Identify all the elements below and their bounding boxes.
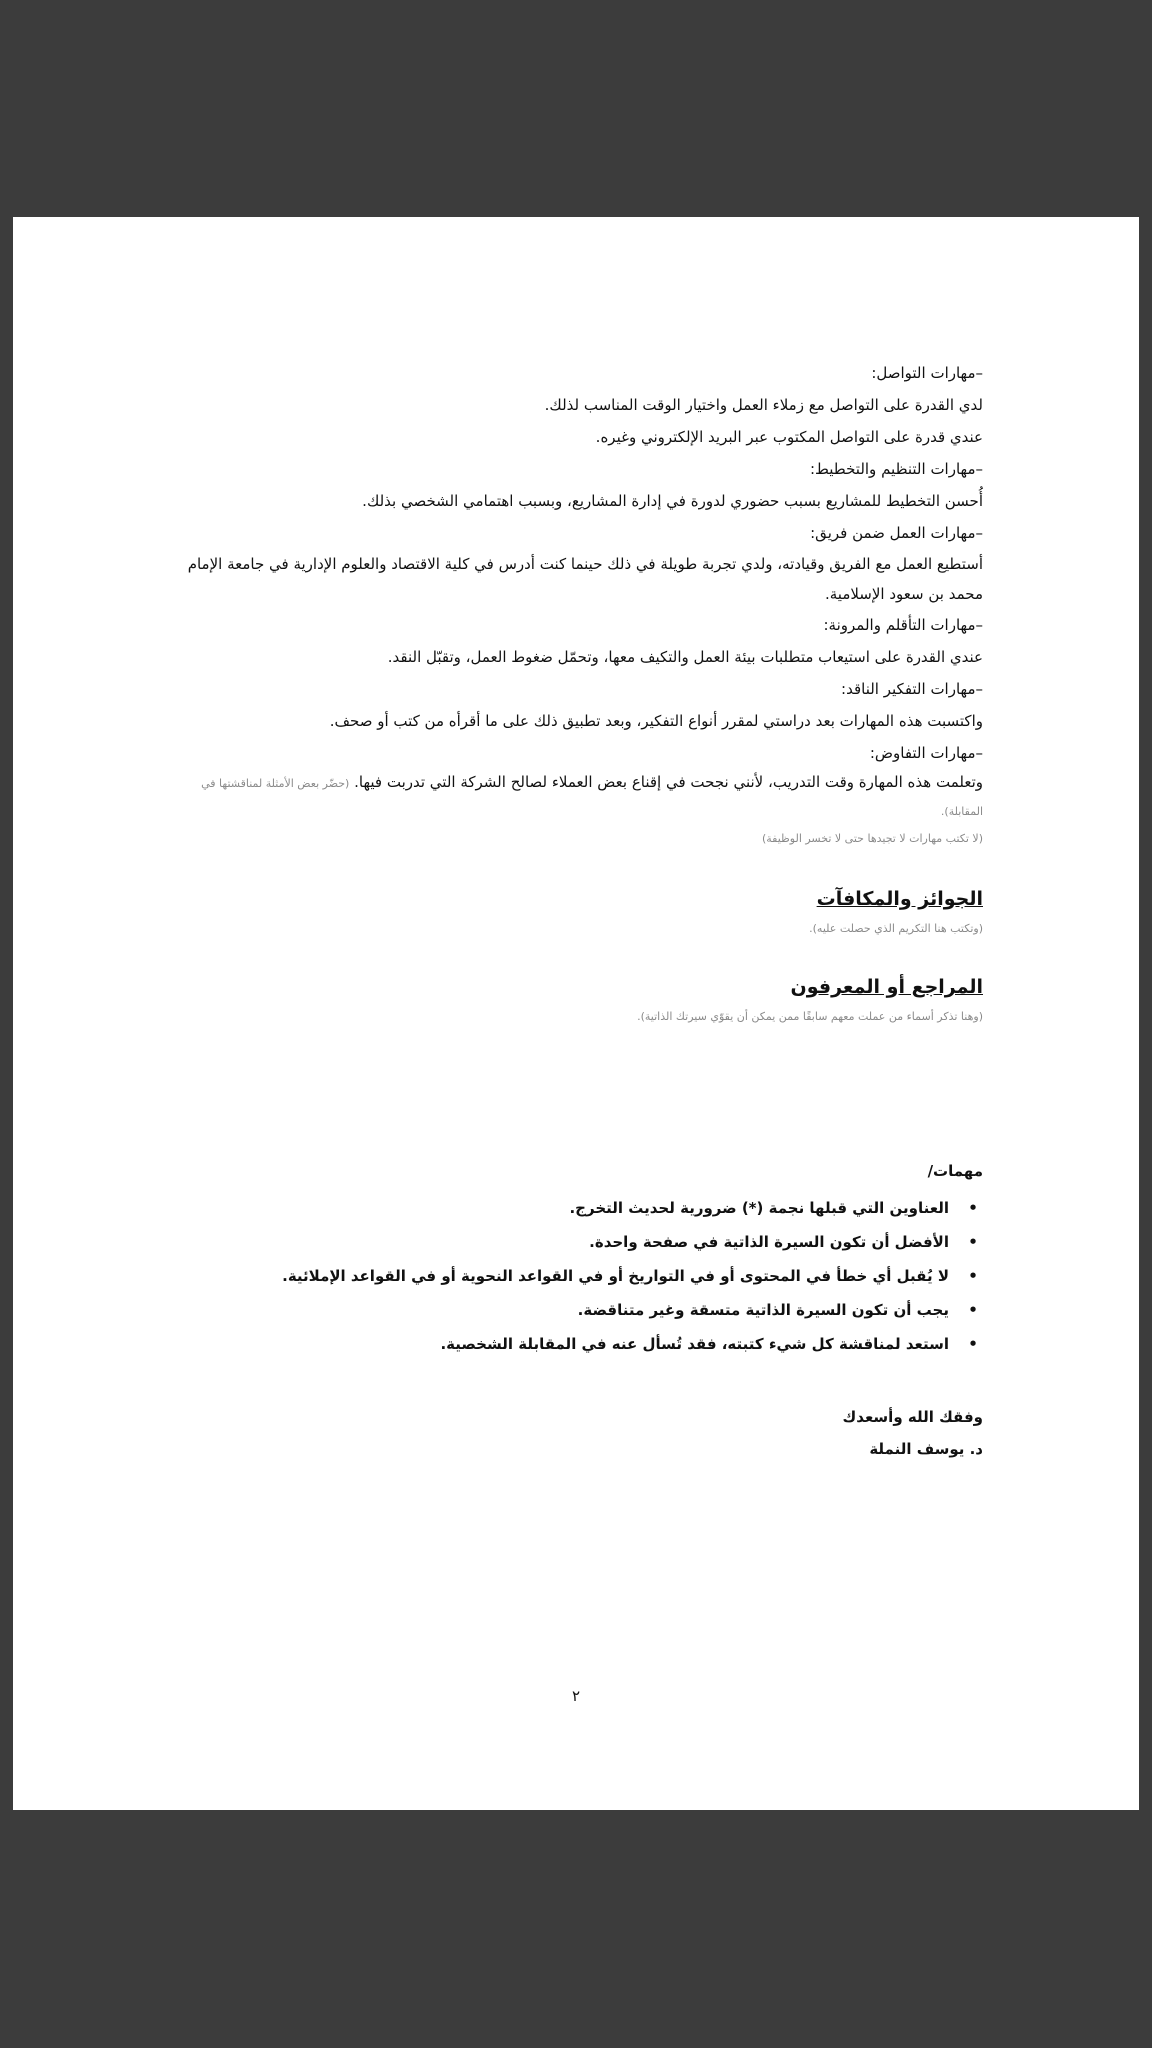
list-item (183, 1293, 978, 1327)
bullet-icon: • (968, 1267, 978, 1285)
skill-heading: –مهارات التواصل: (871, 364, 983, 382)
skills-hint: (لا تكتب مهارات لا تجيدها حتى لا تخسر الوظيفة) (761, 832, 983, 845)
notes-title: مهمات/ (927, 1162, 983, 1180)
references-title: المراجع أو المعرفون (790, 976, 983, 998)
notes-list (183, 1191, 983, 1361)
skill-line: واكتسبت هذه المهارات بعد دراستي لمقرر أنواع التفكير، وبعد تطبيق ذلك على ما أقرأه من كتب أو صحف. (329, 712, 983, 730)
skill-heading: –مهارات التفاوض: (869, 744, 983, 762)
list-item (183, 1327, 978, 1361)
notes-section (183, 1157, 983, 1361)
skill-line: عندي قدرة على التواصل المكتوب عبر البريد الإلكتروني وغيره. (595, 428, 983, 446)
closing-section (183, 1401, 983, 1465)
skill-line: أستطيع العمل مع الفريق وقيادته، ولدي تجربة طويلة في ذلك حينما كنت أدرس في كلية الاقتصاد والعلوم الإدارية في جامعة الإمام محمد بن سعود الإسلامية. (187, 555, 983, 603)
skill-heading: –مهارات التأقلم والمرونة: (823, 616, 983, 634)
awards-title: الجوائز والمكافآت (816, 888, 983, 910)
page-number: ٢ (571, 1687, 581, 1705)
closing-greeting: وفقك الله وأسعدك (842, 1408, 983, 1426)
skill-heading: –مهارات التنظيم والتخطيط: (809, 460, 983, 478)
page-content (183, 357, 983, 1465)
note-text: لا يُقبل أي خطأ في المحتوى أو في التواريخ أو في القواعد النحوية أو في القواعد الإملائية. (282, 1267, 949, 1285)
signature: د. يوسف النملة (869, 1440, 983, 1458)
awards-hint: (وتكتب هنا التكريم الذي حصلت عليه). (809, 922, 983, 935)
skill-section-teamwork (183, 517, 983, 609)
skill-section-planning (183, 453, 983, 517)
skill-line: أُحسن التخطيط للمشاريع بسبب حضوري لدورة في إدارة المشاريع، وبسبب اهتمامي الشخصي بذلك. (362, 492, 983, 510)
list-item (183, 1259, 978, 1293)
skill-line: عندي القدرة على استيعاب متطلبات بيئة العمل والتكيف معها، وتحمّل ضغوط العمل، وتقبّل النقد. (387, 648, 983, 666)
note-text: يجب أن تكون السيرة الذاتية متسقة وغير متناقضة. (577, 1301, 949, 1319)
references-section (183, 973, 983, 1027)
skill-heading: –مهارات العمل ضمن فريق: (810, 524, 983, 542)
skill-section-adaptability (183, 609, 983, 673)
document-page (13, 217, 1139, 1810)
note-text: استعد لمناقشة كل شيء كتبته، فقد تُسأل عنه في المقابلة الشخصية. (440, 1335, 949, 1353)
bullet-icon: • (968, 1199, 978, 1217)
skill-line: لدي القدرة على التواصل مع زملاء العمل واختيار الوقت المناسب لذلك. (544, 396, 983, 414)
skill-line (183, 769, 983, 825)
list-item (183, 1191, 978, 1225)
negotiation-hint: (حضّر بعض الأمثلة لمناقشتها في المقابلة). (201, 777, 983, 818)
negotiation-text: وتعلمت هذه المهارة وقت التدريب، لأنني نجحت في إقناع بعض العملاء لصالح الشركة التي تدربت فيها. (354, 773, 983, 791)
note-text: العناوين التي قبلها نجمة (*) ضرورية لحديث التخرج. (569, 1199, 949, 1217)
references-hint: (وهنا تذكر أسماء من عملت معهم سابقًا ممن يمكن أن يقوّي سيرتك الذاتية). (637, 1010, 983, 1023)
skill-section-critical-thinking (183, 673, 983, 737)
bullet-icon: • (968, 1233, 978, 1251)
skill-section-negotiation (183, 737, 983, 849)
skill-heading: –مهارات التفكير الناقد: (841, 680, 983, 698)
skill-section-communication (183, 357, 983, 453)
list-item (183, 1225, 978, 1259)
awards-section (183, 885, 983, 939)
bullet-icon: • (968, 1335, 978, 1353)
bullet-icon: • (968, 1301, 978, 1319)
note-text: الأفضل أن تكون السيرة الذاتية في صفحة واحدة. (589, 1233, 949, 1251)
